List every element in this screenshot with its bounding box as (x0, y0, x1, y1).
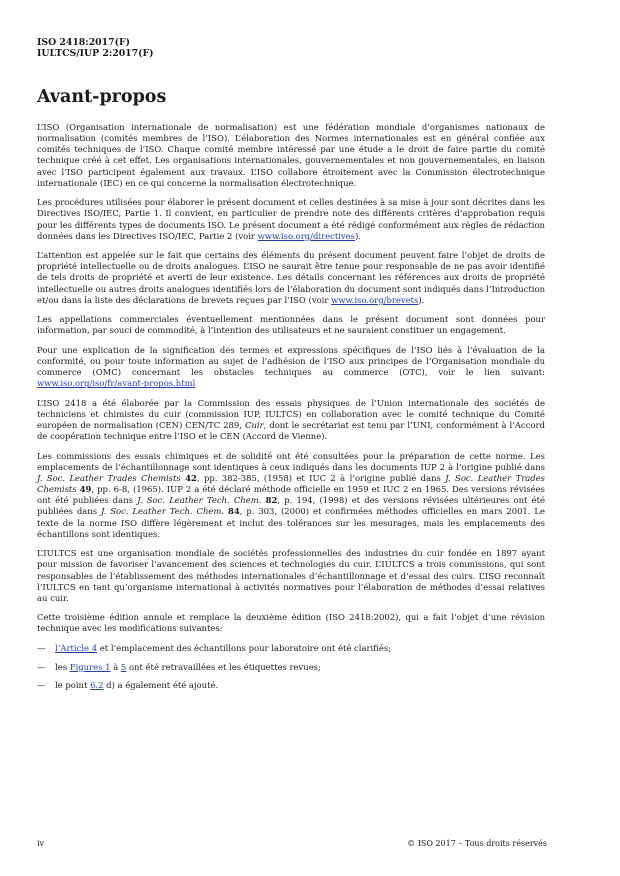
figure-5-link[interactable]: 5 (120, 661, 127, 672)
paragraph-conformity: Pour une explication de la signification des termes et expressions spécifiques de l’ISO liés à l’évaluation de la conformité, ou pour toute information au sujet de l’adhésion de l’ISO aux principes de l’Organisation mondiale du commerce (OMC) concernant les obstacles techniques au commerce (OTC), voir le lien suivant: www.iso.org/iso/fr/avant-propos.html (37, 344, 545, 389)
paragraph-procedures: Les procédures utilisées pour élaborer le présent document et celles destinées à sa mise à jour sont décrites dans les Directives ISO/IEC, Partie 1. Il convient, en particulier de prendre note des différents critères d’approbation requis pour les différents types de documents ISO. Le présent document a été rédigé conformément aux règles de rédaction données dans les Directives ISO/IEC, Partie 2 (voir www.iso.org/directives). (37, 197, 545, 241)
paragraph-iultcs: L’IULTCS est une organisation mondiale de sociétés professionnelles des industries du cuir fondée en 1897 ayant pour mission de favoriser l’avancement des sciences et technologies du cuir. L’IULTCS a trois commissions, qui sont responsables de l’établissement des méthodes internationales d’échantillonnage et d’essai des cuirs. L’ISO reconnaît l’IULTCS en tant qu’organisme international à activités normatives pour l’élaboration de méthodes d’essai relatives au cuir. (37, 548, 545, 603)
point-6-2-link[interactable]: 6.2 (90, 680, 104, 691)
paragraph-commissions: Les commissions des essais chimiques et de solidité ont été consultées pour la préparation de cette norme. Les emplacements de l’échantillonnage sont identiques à ceux indiqués dans les documents IUP 2 à l’origine publié dans J. Soc. Leather Trades Chemists 42, pp. 382-385, (1958) et IUC 2 à l’origine publié dans J. Soc. Leather Trades Chemists 49, pp. 6-8, (1965). IUP 2 a été déclaré méthode officielle en 1959 et IUC 2 en 1965. Des versions révisées ont été publiées dans J. Soc. Leather Tech. Chem. 82, p. 194, (1998) et des versions révisées ultérieures ont été publiées dans J. Soc. Leather Tech. Chem. 84, p. 303, (2000) et confirmées méthodes officielles en mars 2001. Le texte de la norme ISO diffère légèrement et inclut des tolérances sur les mesurages, mais les emplacements des échantillons sont identiques. (37, 450, 546, 539)
dash-bullet: — (37, 661, 46, 672)
copyright-notice: © ISO 2017 – Tous droits réservés (407, 839, 547, 848)
foreword-body (37, 122, 545, 699)
standard-number: ISO 2418:2017(F) (37, 37, 130, 48)
figures-1-link[interactable]: Figures 1 (69, 661, 111, 672)
list-item: — les Figures 1 à 5 ont été retravaillées et les étiquettes revues; (37, 661, 321, 672)
list-item: — le point 6.2 d) a également été ajouté. (37, 680, 219, 691)
directives-link[interactable]: www.iso.org/directives (257, 230, 356, 241)
paragraph-patents: L’attention est appelée sur le fait que certains des éléments du présent document peuvent faire l’objet de droits de propriété intellectuelle ou de droits analogues. L’ISO ne saurait être tenue pour responsable de ne pas avoir identifié de tels droits de propriété et averti de leur existence. Les détails concernant les références aux droits de propriété intellectuelle ou autres droits analogues identifiés lors de l’élaboration du document sont indiqués dans l’Introduction et/ou dans la liste des déclarations de brevets reçues par l’ISO (voir www.iso.org/brevets). (37, 250, 545, 305)
document-header (37, 37, 154, 59)
paragraph-iso-intro: L’ISO (Organisation internationale de normalisation) est une fédération mondiale d’organismes nationaux de normalisation (comités membres de l’ISO). L’élaboration des Normes internationales est en général confiée aux comités techniques de l’ISO. Chaque comité membre intéressé par une étude a le droit de faire partie du comité technique créé à cet effet. Les organisations internationales, gouvernementales et non gouvernementales, en liaison avec l’ISO participent également aux travaux. L’ISO collabore étroitement avec la Commission électrotechnique internationale (IEC) en ce qui concerne la normalisation électrotechnique. (37, 122, 545, 188)
list-item: — l’Article 4 et l’emplacement des échantillons pour laboratoire ont été clarifiés; (37, 642, 391, 653)
patents-link[interactable]: www.iso.org/brevets (331, 294, 419, 305)
dash-bullet: — (37, 680, 46, 691)
dash-bullet: — (37, 642, 46, 653)
paragraph-trade-names: Les appellations commerciales éventuellement mentionnées dans le présent document sont données pour information, par souci de commodité, à l’intention des utilisateurs et ne sauraient constituer un engagement. (37, 314, 545, 336)
article-4-link[interactable]: l’Article 4 (55, 642, 98, 653)
page-number: iv (37, 839, 45, 848)
iultcs-number: IULTCS/IUP 2:2017(F) (37, 48, 154, 59)
foreword-link[interactable]: www.iso.org/iso/fr/avant-propos.html (37, 378, 196, 389)
page-title: Avant-propos (37, 87, 167, 107)
paragraph-edition: Cette troisième édition annule et remplace la deuxième édition (ISO 2418:2002), qui a fait l’objet d’une révision technique avec les modifications suivantes: (37, 612, 545, 634)
paragraph-prepared-by: L’ISO 2418 a été élaborée par la Commission des essais physiques de l’Union internationale des sociétés de techniciens et chimistes du cuir (commission IUP, IULTCS) en collaboration avec le comité technique du Comité européen de normalisation (CEN) CEN/TC 289, Cuir, dont le secrétariat est tenu par l’UNI, conformément à l’Accord de coopération technique entre l’ISO et le CEN (Accord de Vienne). (37, 397, 545, 442)
